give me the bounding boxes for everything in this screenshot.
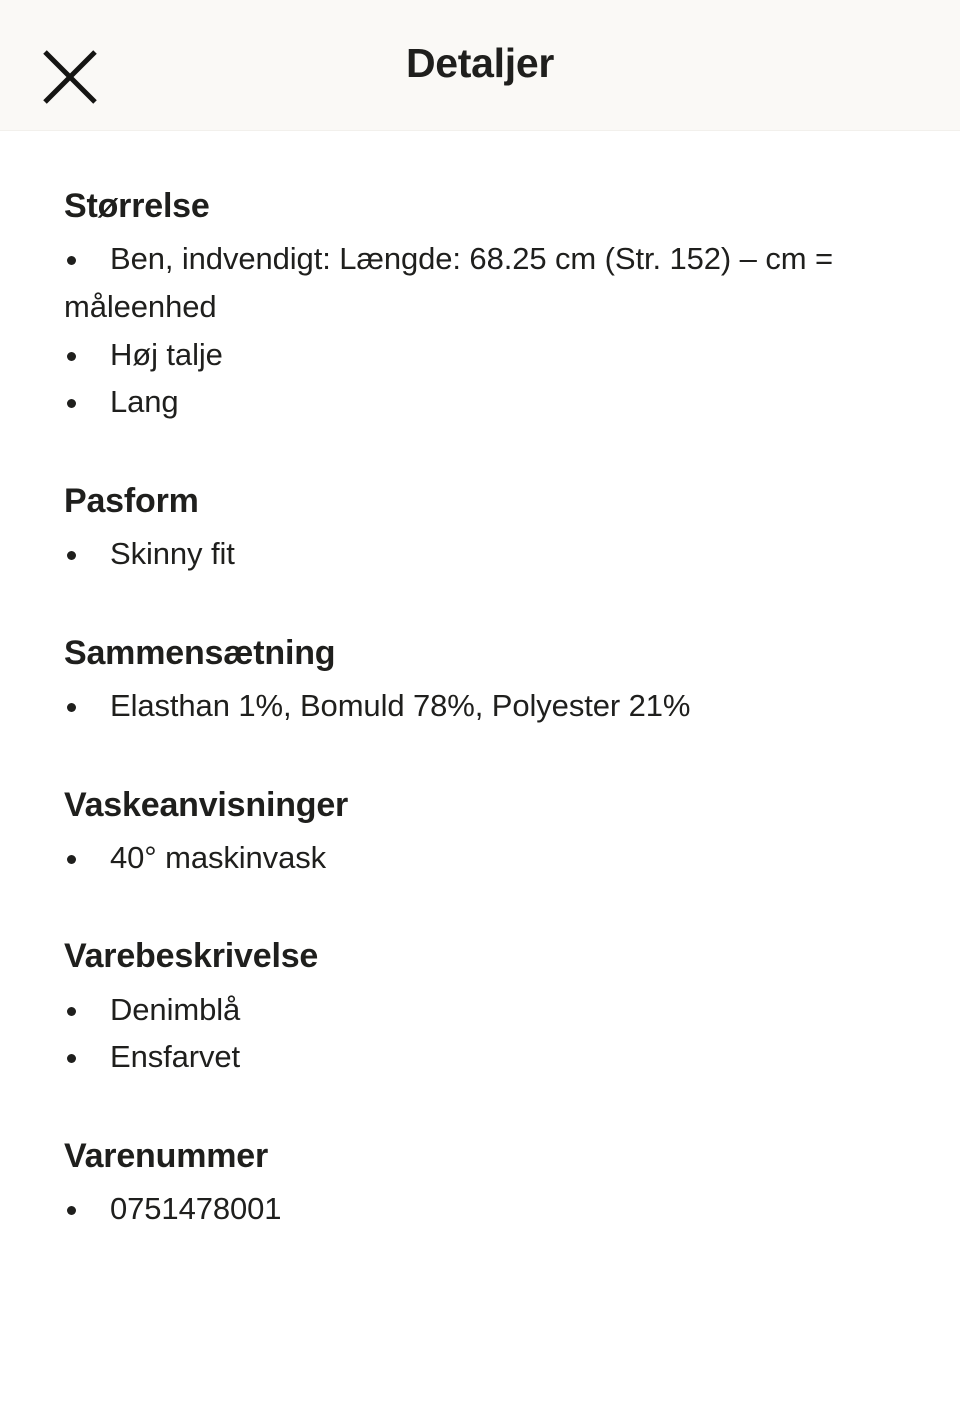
bullet-item: Høj talje [64, 331, 896, 379]
section-bullet-list [64, 834, 896, 882]
section-bullet-list [64, 530, 896, 578]
section-bullet-list [64, 235, 896, 426]
close-button[interactable] [38, 45, 102, 109]
section-title: Varebeskrivelse [64, 937, 319, 976]
details-section [64, 634, 896, 730]
section-title: Sammensætning [64, 633, 336, 672]
details-section [64, 187, 896, 426]
section-title: Vaskeanvisninger [64, 785, 349, 824]
section-title: Størrelse [64, 187, 210, 225]
page-title: Detaljer [405, 39, 554, 86]
details-section [64, 937, 896, 1081]
section-bullet-list [64, 682, 896, 730]
details-section [64, 786, 896, 882]
section-bullet-list [64, 1185, 896, 1233]
bullet-item: Denimblå [64, 986, 896, 1034]
details-section [64, 1137, 896, 1233]
bullet-item: Skinny fit [64, 530, 896, 578]
section-title: Pasform [64, 482, 199, 521]
details-content [0, 131, 960, 1233]
bullet-item: Elasthan 1%, Bomuld 78%, Polyester 21% [64, 682, 896, 730]
bullet-item: Ensfarvet [64, 1033, 896, 1081]
close-icon [41, 48, 99, 106]
bullet-item: Lang [64, 378, 896, 426]
bullet-item: 0751478001 [64, 1185, 896, 1233]
details-header [0, 0, 960, 131]
details-section [64, 482, 896, 578]
bullet-item: Ben, indvendigt: Længde: 68.25 cm (Str. 152) – cm = måleenhed [64, 235, 896, 330]
section-title: Varenummer [64, 1137, 268, 1175]
section-bullet-list [64, 986, 896, 1081]
bullet-item: 40° maskinvask [64, 834, 896, 882]
